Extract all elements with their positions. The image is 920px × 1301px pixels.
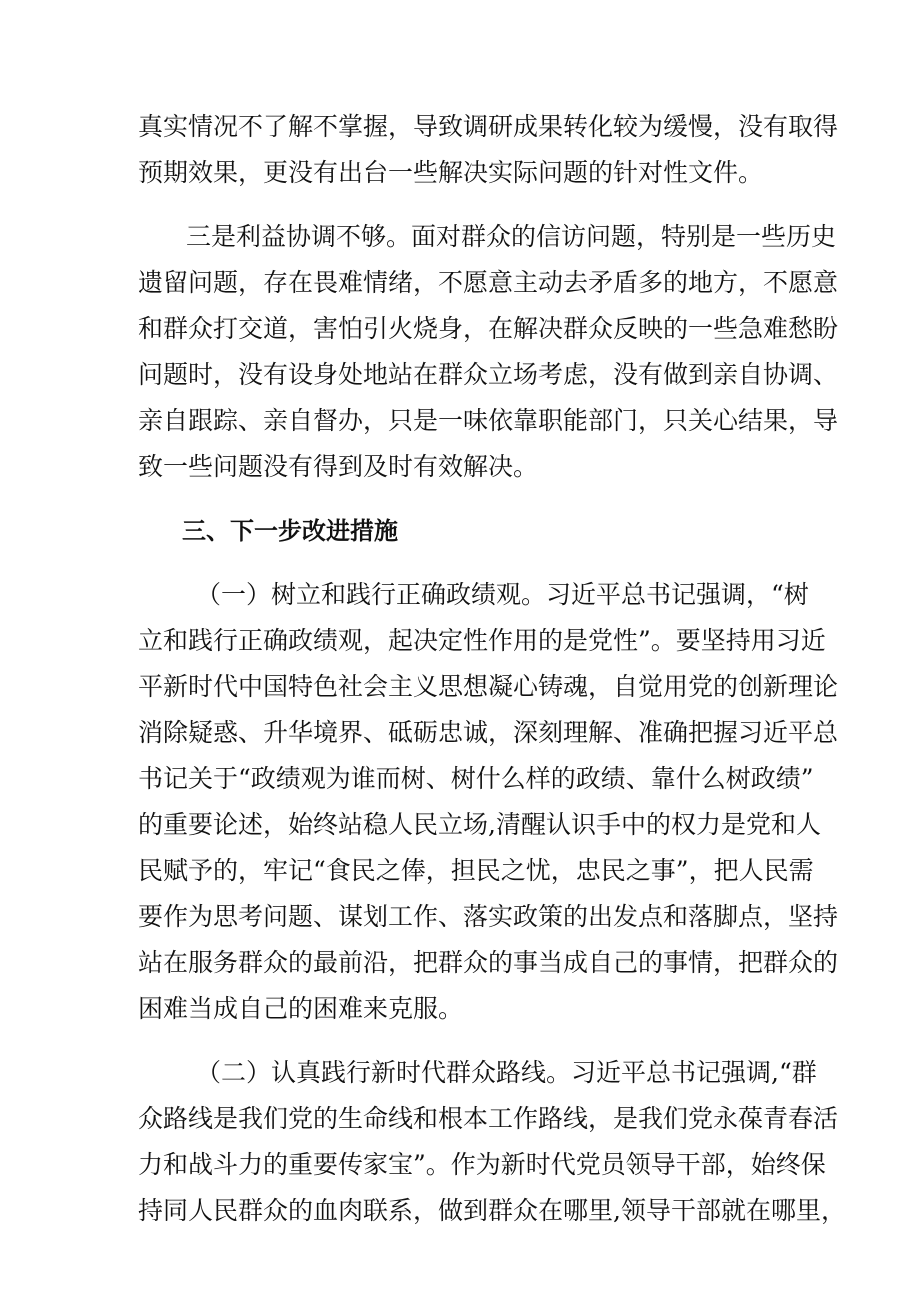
document-body bbox=[138, 104, 846, 1234]
text-line: 消除疑惑、升华境界、砥砺忠诚，深刻理解、准确把握习近平总 bbox=[138, 718, 839, 747]
text-line: 书记关于“政绩观为谁而树、树什么样的政绩、靠什么树政绩” bbox=[138, 764, 814, 793]
text-line: 民赋予的，牢记“食民之俸，担民之忧，忠民之事”，把人民需 bbox=[138, 856, 814, 885]
text-line: 困难当成自己的困难来克服。 bbox=[138, 994, 464, 1023]
paragraph-correct-outlook bbox=[138, 572, 839, 1032]
text-line: 问题时，没有设身处地站在群众立场考虑，没有做到亲自协调、 bbox=[138, 360, 839, 389]
text-line: 力和战斗力的重要传家宝”。作为新时代党员领导干部，始终保 bbox=[138, 1150, 826, 1179]
section-heading bbox=[138, 508, 798, 554]
text-line: 致一些问题没有得到及时有效解决。 bbox=[138, 452, 539, 481]
text-line: 站在服务群众的最前沿，把群众的事当成自己的事情，把群众的 bbox=[138, 948, 839, 977]
paragraph-interest-coordination bbox=[138, 214, 839, 490]
text-line: 预期效果，更没有出台一些解决实际问题的针对性文件。 bbox=[138, 158, 764, 187]
paragraph-mass-line bbox=[138, 1050, 846, 1234]
text-line: 持同人民群众的血肉联系，做到群众在哪里,领导干部就在哪里， bbox=[138, 1196, 846, 1225]
paragraph-gap bbox=[138, 196, 798, 214]
paragraph-gap bbox=[138, 1032, 798, 1050]
text-line: 立和践行正确政绩观，起决定性作用的是党性”。要坚持用习近 bbox=[138, 626, 826, 655]
paragraph-research-issue bbox=[138, 104, 839, 196]
text-line: 要作为思考问题、谋划工作、落实政策的出发点和落脚点，坚持 bbox=[138, 902, 839, 931]
text-line: 平新时代中国特色社会主义思想凝心铸魂，自觉用党的创新理论 bbox=[138, 672, 839, 701]
text-line: 遗留问题，存在畏难情绪，不愿意主动去矛盾多的地方，不愿意 bbox=[138, 268, 839, 297]
text-line: （一）树立和践行正确政绩观。习近平总书记强调，“树 bbox=[196, 580, 809, 609]
text-line: 真实情况不了解不掌握，导致调研成果转化较为缓慢，没有取得 bbox=[138, 112, 839, 141]
paragraph-gap bbox=[138, 490, 798, 508]
text-line: 三是利益协调不够。面对群众的信访问题，特别是一些历史 bbox=[186, 222, 837, 251]
text-line: （二）认真践行新时代群众路线。习近平总书记强调,“群 bbox=[196, 1058, 817, 1087]
section-heading-text: 三、下一步改进措施 bbox=[182, 517, 398, 545]
text-line: 的重要论述，始终站稳人民立场,清醒认识手中的权力是党和人 bbox=[138, 810, 821, 839]
text-line: 和群众打交道，害怕引火烧身，在解决群众反映的一些急难愁盼 bbox=[138, 314, 839, 343]
text-line: 众路线是我们党的生命线和根本工作路线，是我们党永葆青春活 bbox=[138, 1104, 839, 1133]
paragraph-gap bbox=[138, 554, 798, 572]
text-line: 亲自跟踪、亲自督办，只是一味依靠职能部门，只关心结果，导 bbox=[138, 406, 839, 435]
